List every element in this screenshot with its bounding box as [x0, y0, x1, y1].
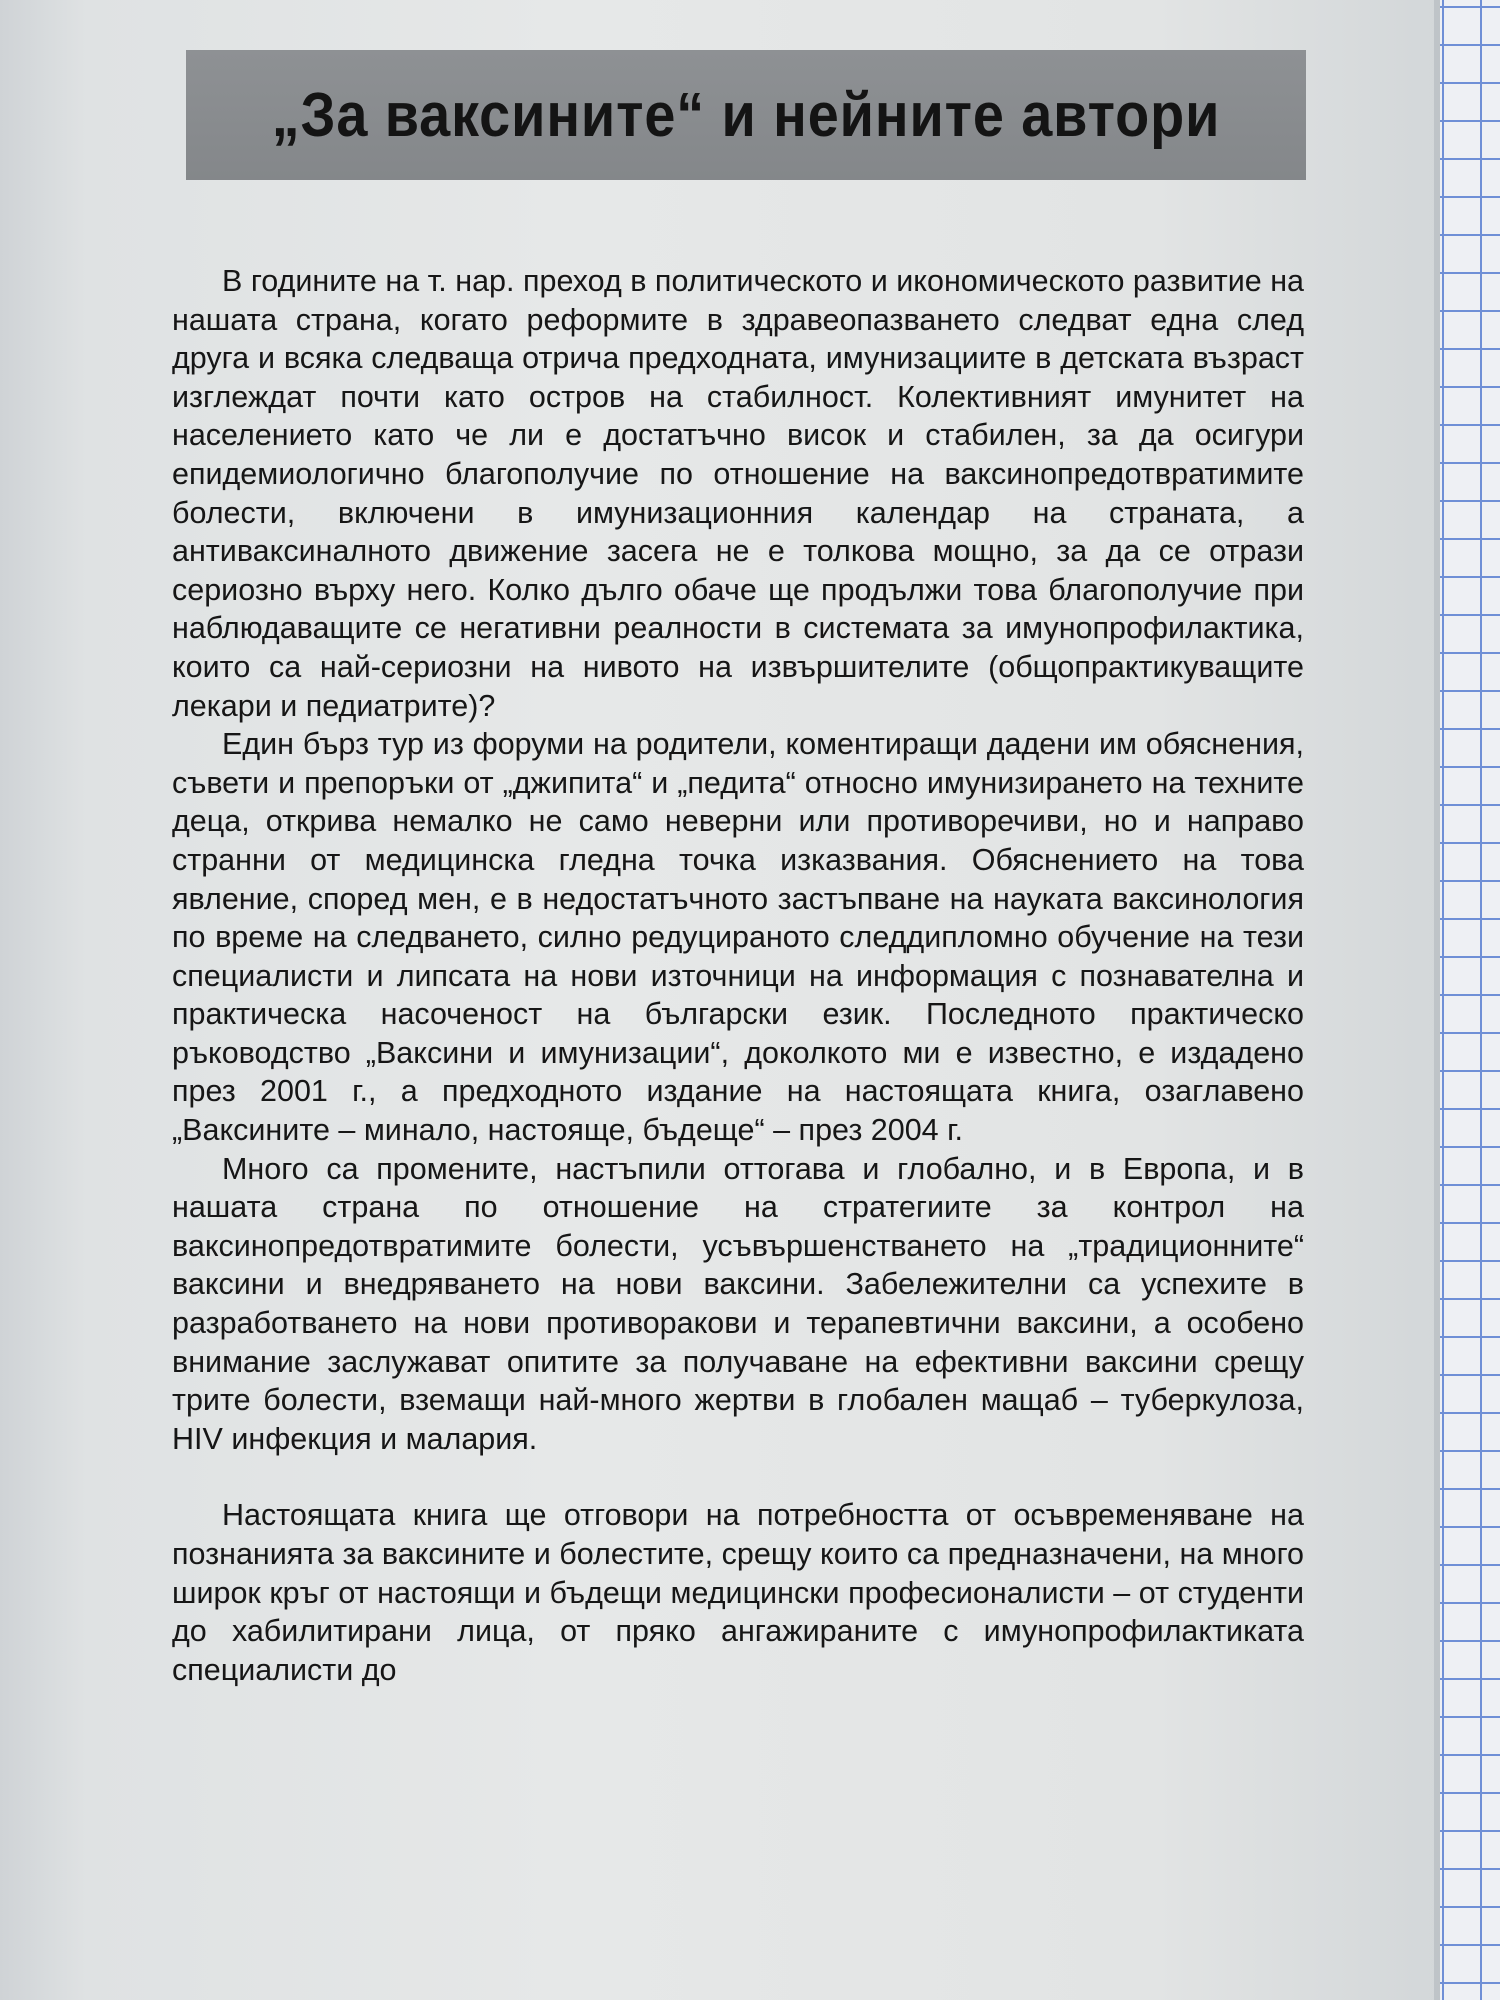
- paragraph: Много са промените, настъпили оттогава и глобално, и в Европа, и в нашата страна по отношение на стратегиите за контрол на ваксинопредотвратимите болести, усъвършенстването на „традиционните“ ваксини и внедряването на нови ваксини. Забележителни са успехите в разработването на нови противоракови и терапевтични ваксини, а особено внимание заслужават опитите за получаване на ефективни ваксини срещу трите болести, вземащи най-много жертви в глобален мащаб – туберкулоза, HIV инфекция и малария.: [172, 1151, 1304, 1456]
- page-body: [172, 262, 1304, 1689]
- notebook-grid-background: [1430, 0, 1500, 2000]
- paragraph: В годините на т. нар. преход в политическото и икономическото развитие на нашата страна, когато реформите в здравеопазването следват една след друга и всяка следваща отрича предходната, имунизациите в детската възраст изглеждат почти като остров на стабилност. Колективният имунитет на населението като че ли е достатъчно висок и стабилен, за да осигури епидемиологично благополучие по отношение на ваксинопредотвратимите болести, включени в имунизационния календар на страната, а антиваксиналното движение засега не е толкова мощно, за да се отрази сериозно върху него. Колко дълго обаче ще продължи това благополучие при наблюдаващите се негативни реалности в системата за имунопрофилактика, които са най-сериозни на нивото на извършителите (общопрактикуващите лекари и педиатрите)?: [172, 264, 1304, 723]
- paragraph: Настоящата книга ще отговори на потребността от осъвременяване на познанията за ваксините и болестите, срещу които са предназначени, на много широк кръг от настоящи и бъдещи медицински професионалисти – от студенти до хабилитирани лица, от пряко ангажираните с имунопрофилактиката специалисти до: [172, 1498, 1304, 1687]
- paragraph: Един бърз тур из форуми на родители, коментиращи дадени им обяснения, съвети и препоръки от „джипита“ и „педита“ относно имунизирането на техните деца, открива немалко не само неверни или противоречиви, но и направо странни от медицинска гледна точка изказвания. Обяснението на това явление, според мен, е в недостатъчното застъпване на науката ваксинология по време на следването, силно редуцираното следдипломно обучение на тези специалисти и липсата на нови източници на информация с познавателна и практическа насоченост на български език. Последното практическо ръководство „Ваксини и имунизации“, доколкото ми е известно, е издадено през 2001 г., а предходното издание на настоящата книга, озаглавено „Ваксините – минало, настояще, бъдеще“ – през 2004 г.: [172, 727, 1304, 1148]
- chapter-title: „За ваксините“ и нейните автори: [271, 80, 1221, 150]
- chapter-title-bar: [186, 50, 1306, 180]
